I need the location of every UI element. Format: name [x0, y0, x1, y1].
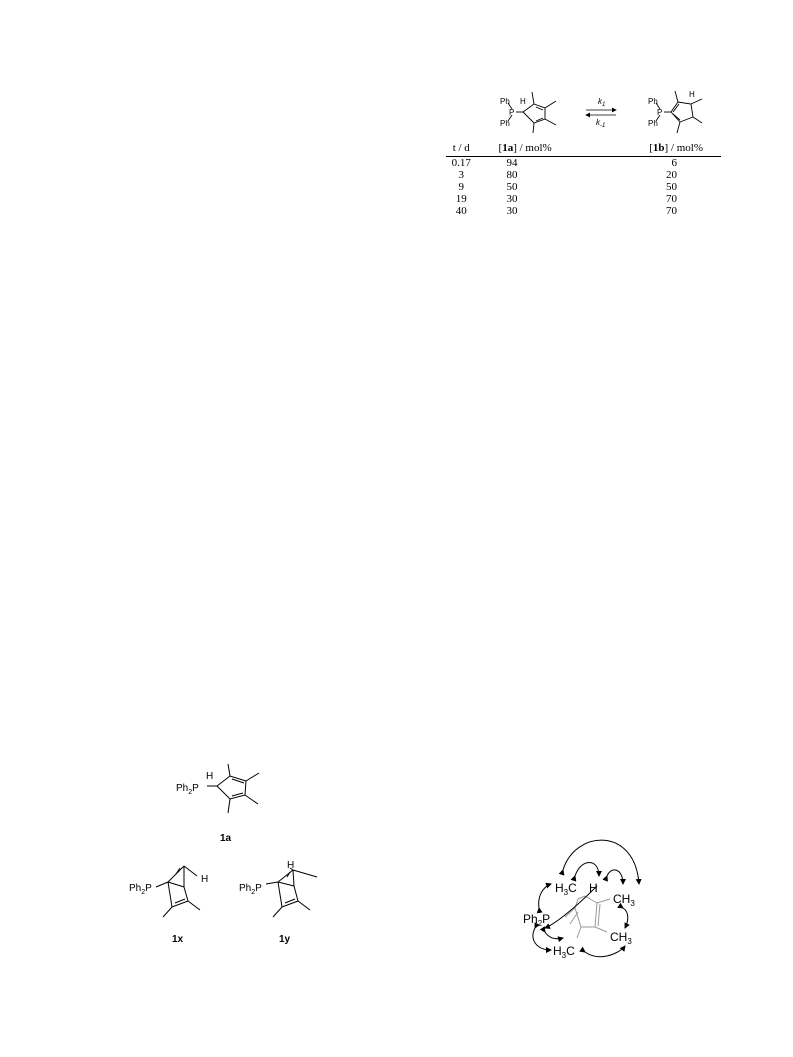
cell-time: 3 [458, 169, 464, 181]
cell-1b: 50 [666, 181, 677, 193]
structure-1x-bonds [156, 866, 200, 917]
cell-1b: 6 [671, 157, 677, 169]
structure-1y-label: 1y [279, 934, 291, 945]
structure-1a-label: 1a [220, 833, 232, 844]
product-ph-top: Ph [648, 97, 658, 106]
equilibrium-arrows [586, 110, 616, 115]
header-1b: [1b] / mol% [585, 141, 721, 157]
table-row [446, 169, 721, 181]
cell-time: 19 [455, 193, 467, 205]
structure-1y-bonds [266, 868, 317, 917]
structure-1y [237, 852, 337, 952]
noe-ph2p: $Ph_2P$ [523, 912, 551, 928]
cell-1a: 50 [506, 181, 518, 193]
product-1b-structure [656, 91, 702, 133]
table-row [446, 181, 721, 193]
reactant-1a-structure [508, 92, 556, 133]
cell-1b: 70 [666, 193, 677, 205]
noe-ch3-bottom: $CH_3$ [610, 930, 632, 946]
cell-1a: 80 [506, 169, 518, 181]
table-row [446, 157, 721, 170]
structure-1y-h: H [287, 860, 295, 871]
product-h: H [689, 90, 695, 99]
noe-diagram [515, 828, 655, 964]
cell-1a: 30 [506, 205, 518, 217]
k-forward-label: $k_1$ [598, 97, 606, 108]
product-ph-bottom: Ph [648, 119, 658, 128]
cell-time: 40 [455, 205, 467, 217]
noe-h: H [589, 881, 598, 895]
header-time: t / d [446, 141, 477, 157]
structure-1x-h: H [201, 874, 209, 885]
reaction-scheme [490, 84, 730, 140]
reactant-ph-bottom: Ph [500, 119, 510, 128]
structure-1x-label: 1x [172, 934, 184, 945]
cell-1a: 94 [506, 157, 518, 169]
noe-ch3-top: $CH_3$ [613, 892, 635, 908]
k-reverse-label: $k_{-1}$ [596, 118, 606, 129]
cell-1b: 20 [666, 169, 677, 181]
structure-1a [170, 758, 280, 850]
header-1a: [1a] / mol% [477, 141, 586, 157]
cell-time: 0.17 [451, 157, 471, 169]
noe-h3c-bottom: $H_3C$ [553, 944, 575, 960]
noe-h3c-top: $H_3C$ [555, 881, 577, 897]
reactant-ph-top: Ph [500, 97, 510, 106]
reactant-h: H [520, 97, 526, 106]
cell-1b: 70 [666, 205, 677, 217]
cell-time: 9 [458, 181, 464, 193]
structure-1a-bonds [207, 764, 259, 813]
structure-1x-ph2p: $Ph_2P$ [129, 883, 152, 896]
noe-skeleton [565, 896, 610, 938]
structure-1a-h: H [206, 771, 214, 782]
table-row [446, 193, 721, 205]
table-row [446, 205, 721, 217]
cell-1a: 30 [506, 193, 518, 205]
structure-1a-ph2p: $Ph_2P$ [176, 783, 199, 796]
structure-1y-ph2p: $Ph_2P$ [239, 883, 262, 896]
kinetics-table [446, 141, 721, 217]
structure-1x [125, 862, 225, 952]
reactant-p: P [509, 108, 515, 117]
product-p: P [657, 108, 663, 117]
table-header-row [446, 141, 721, 157]
